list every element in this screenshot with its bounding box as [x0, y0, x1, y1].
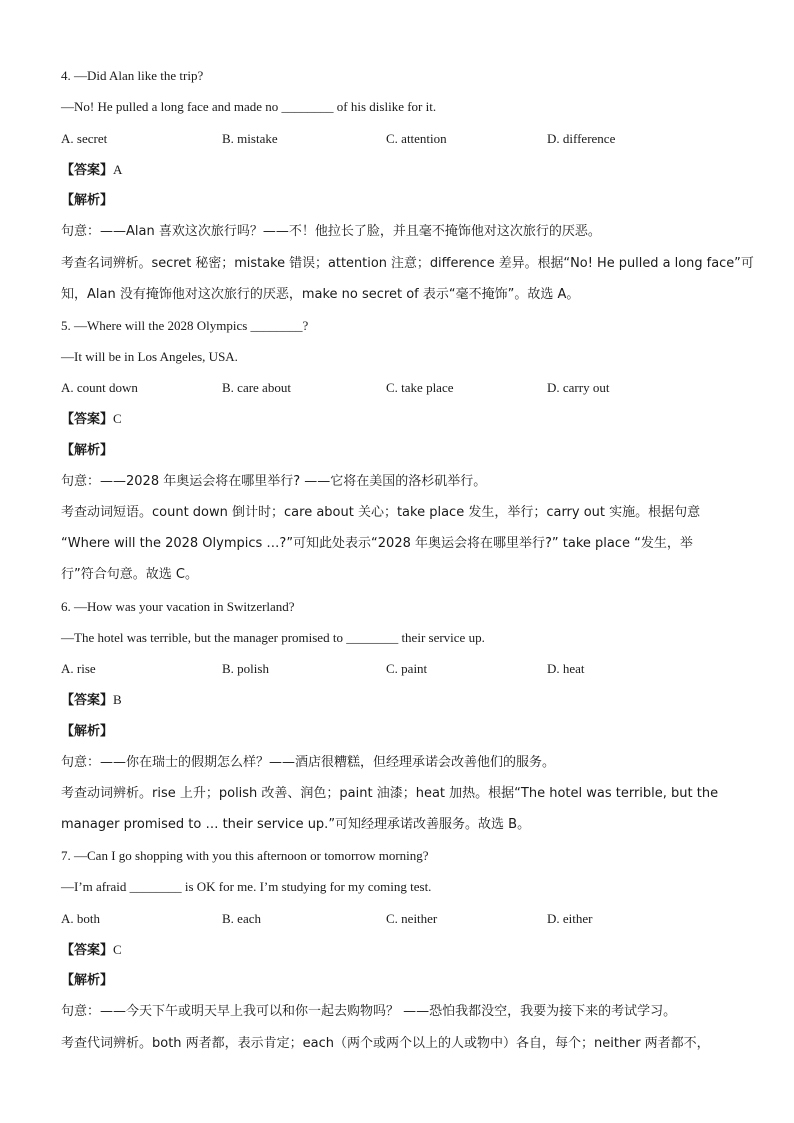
- question-5-option-c: C. take place: [386, 380, 454, 395]
- question-4-option-c: C. attention: [386, 131, 447, 146]
- answer-value: B: [113, 692, 122, 707]
- question-5-explanation-line: 行”符合句意。故选 C。: [61, 567, 198, 582]
- question-7-prompt: —I’m afraid ________ is OK for me. I’m studying for my coming test.: [61, 879, 432, 894]
- question-6-explanation-line: 句意：——你在瑞士的假期怎么样？——酒店很糟糕，但经理承诺会改善他们的服务。: [61, 755, 556, 770]
- question-7-option-c: C. neither: [386, 911, 438, 926]
- question-7-answer: [61, 941, 122, 960]
- question-6-explanation-line: manager promised to … their service up.”可知经理承诺改善服务。故选 B。: [61, 817, 531, 832]
- question-5-option-a: A. count down: [61, 380, 138, 395]
- question-4-explanation-line: 考查名词辨析。secret 秘密；mistake 错误；attention 注意；difference 差异。根据“No! He pulled a long face”可: [61, 256, 754, 271]
- question-6-option-b: B. polish: [222, 661, 269, 676]
- question-5-option-d: D. carry out: [547, 380, 610, 395]
- question-4-prompt: —No! He pulled a long face and made no ________ of his dislike for it.: [61, 99, 437, 114]
- question-4-explanation-line: 句意：——Alan 喜欢这次旅行吗？——不！他拉长了脸，并且毫不掩饰他对这次旅行的厌恶。: [61, 224, 601, 239]
- question-6-option-c: C. paint: [386, 661, 428, 676]
- question-4-analysis-label: 【解析】: [61, 193, 114, 208]
- question-5-explanation-line: “Where will the 2028 Olympics …?”可知此处表示“2028 年奥运会将在哪里举行?” take place “发生，举: [61, 536, 693, 551]
- question-7-explanation-line: 考查代词辨析。both 两者都，表示肯定；each（两个或两个以上的人或物中）各自，每个；neither 两者都不，: [61, 1036, 710, 1051]
- question-6-prompt: —The hotel was terrible, but the manager promised to ________ their service up.: [61, 630, 485, 645]
- answer-label: 【答案】: [61, 943, 114, 958]
- question-7-analysis-label: 【解析】: [61, 973, 114, 988]
- question-7-explanation-line: 句意：——今天下午或明天早上我可以和你一起去购物吗？ ——恐怕我都没空，我要为接下来的考试学习。: [61, 1004, 677, 1019]
- question-4-explanation-line: 知，Alan 没有掩饰他对这次旅行的厌恶，make no secret of 表示“毫不掩饰”。故选 A。: [61, 287, 580, 302]
- answer-label: 【答案】: [61, 163, 114, 178]
- question-7-option-d: D. either: [547, 911, 593, 926]
- question-6-explanation-line: 考查动词辨析。rise 上升；polish 改善、润色；paint 油漆；heat 加热。根据“The hotel was terrible, but the: [61, 786, 719, 801]
- answer-value: A: [113, 162, 123, 177]
- question-6-option-a: A. rise: [61, 661, 96, 676]
- answer-label: 【答案】: [61, 412, 114, 427]
- question-5-stem: 5. —Where will the 2028 Olympics ________?: [61, 318, 309, 333]
- question-4-option-d: D. difference: [547, 131, 616, 146]
- question-7-option-a: A. both: [61, 911, 100, 926]
- question-7-option-b: B. each: [222, 911, 261, 926]
- answer-label: 【答案】: [61, 693, 114, 708]
- question-5-explanation-line: 句意：——2028 年奥运会将在哪里举行? ——它将在美国的洛杉矶举行。: [61, 474, 487, 489]
- question-5-answer: [61, 410, 122, 429]
- question-4-option-a: A. secret: [61, 131, 108, 146]
- question-7-stem: 7. —Can I go shopping with you this afternoon or tomorrow morning?: [61, 848, 429, 863]
- question-4-stem: 4. —Did Alan like the trip?: [61, 68, 204, 83]
- question-4-answer: [61, 161, 122, 180]
- answer-value: C: [113, 942, 122, 957]
- question-5-explanation-line: 考查动词短语。count down 倒计时；care about 关心；take place 发生，举行；carry out 实施。根据句意: [61, 505, 701, 520]
- question-4-option-b: B. mistake: [222, 131, 278, 146]
- question-5-option-b: B. care about: [222, 380, 291, 395]
- question-6-option-d: D. heat: [547, 661, 585, 676]
- question-5-analysis-label: 【解析】: [61, 443, 114, 458]
- question-6-stem: 6. —How was your vacation in Switzerland?: [61, 599, 295, 614]
- question-5-prompt: —It will be in Los Angeles, USA.: [61, 349, 238, 364]
- answer-value: C: [113, 411, 122, 426]
- question-6-analysis-label: 【解析】: [61, 724, 114, 739]
- question-6-answer: [61, 691, 122, 710]
